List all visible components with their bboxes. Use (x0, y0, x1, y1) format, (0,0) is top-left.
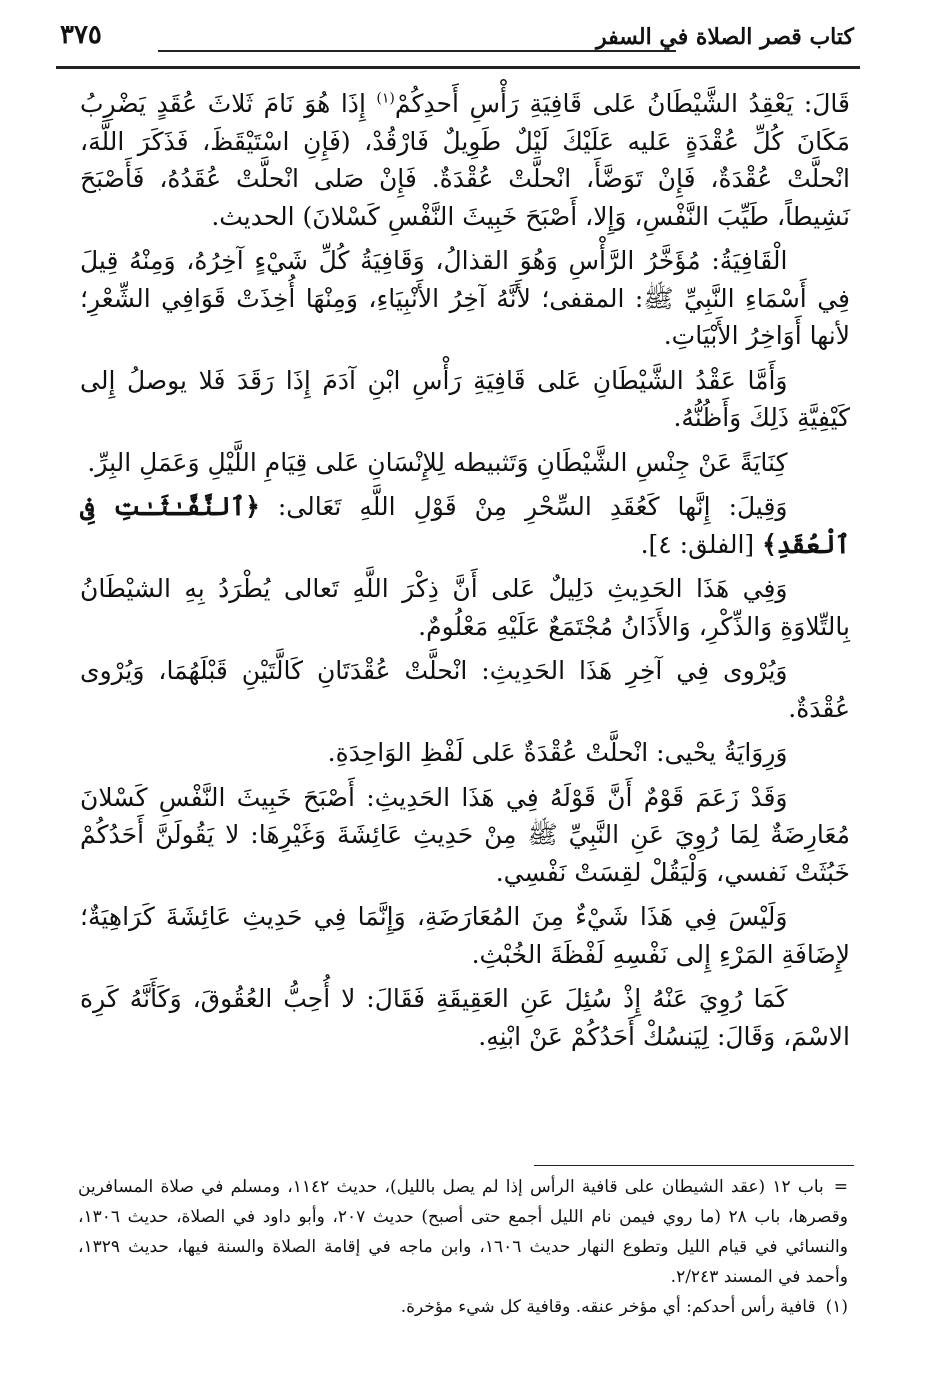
footnote-text: باب ١٢ (عقد الشيطان على قافية الرأس إذا لم يصل بالليل)، حديث ١١٤٢، ومسلم في صلاة المسافرين وقصرها، باب ٢٨ (ما روي فيمن نام الليل أجمع حتى أصبح) حديث ٢٠٧، وأبو داود في الصلاة، حديث ١٣٠٦، والنسائي في قيام الليل وتطوع النهار حديث ١٦٠٦، وابن ماجه في إقامة الصلاة والسنة فيها، حديث ١٣٢٩، وأحمد في المسند ٢/٢٤٣. (78, 1177, 848, 1287)
paragraph-qafiya-definition: الْقَافِيَةُ: مُؤَخَّرُ الرَّأْسِ وَهُوَ القذالُ، وَقَافِيَةُ كُلِّ شَيْءٍ آخِرُهُ، وَمِنْهُ قِيلَ فِي أَسْمَاءِ النَّبِيِّ ﷺ: المقفى؛ لأَنَّهُ آخِرُ الأَنْبِيَاءِ، وَمِنْهَا أُخِذَتْ قَوَافِي الشِّعْرِ؛ لأنها أَوَاخِرُ الأَبْيَاتِ. (80, 246, 850, 350)
page-number: ٣٧٥ (60, 20, 102, 50)
footnote-continued (78, 1172, 848, 1292)
paragraph-text: إِذَا هُوَ نَامَ ثَلاثَ عُقَدٍ يَضْرِبُ مَكَانَ كُلِّ عُقْدَةٍ عَليه عَلَيْكَ لَيْلٌ طَوِيلٌ فَارْقُدْ، (فَإِنِ اسْتَيْقَظَ، فَذَكَرَ اللَّهَ، انْحلَّتْ عُقْدَةٌ، فَإِنْ تَوَضَّأَ، انْحلَّتْ عُقْدَةٌ. فَإِنْ صَلى انْحلَّتْ عُقَدُهُ، فَأَصْبَحَ نَشِيطاً، طَيِّبَ النَّفْسِ، وَإِلا، أَصْبَحَ خَبِيثَ النَّفْسِ كَسْلانَ) الحديث. (80, 89, 850, 231)
footnote-marker: (١) (825, 1297, 848, 1317)
header-title-rule (158, 50, 676, 52)
footnote-1 (78, 1292, 848, 1322)
footnote-divider (534, 1165, 854, 1166)
main-text (80, 85, 850, 1062)
paragraph-quran-citation (80, 488, 850, 563)
footnote-ref-1: (١) (376, 90, 395, 107)
paragraph-dhikr: وَفِي هَذَا الحَدِيثِ دَلِيلٌ عَلى أَنَّ ذِكْرَ اللَّهِ تَعالى يُطْرَدُ بِهِ الشيْطَانُ بِالتِّلاوَةِ وَالذِّكْرِ، وَالأَذَانُ مُجْتَمَعٌ عَلَيْهِ مَعْلُومٌ. (80, 574, 850, 641)
paragraph-text: [الفلق: ٤]. (640, 529, 763, 559)
footnote-marker: = (833, 1177, 849, 1197)
paragraph-hadith (80, 85, 850, 235)
chapter-title: كتاب قصر الصلاة في السفر (595, 24, 854, 50)
footnotes (78, 1172, 848, 1322)
paragraph-text: وَقِيلَ: إِنَّها كَعُقَدِ السِّحْرِ مِنْ قَوْلِ اللَّهِ تَعَالى: (259, 492, 788, 521)
paragraph-yahya-narration: وَرِوَايَةُ يحْيى: انْحلَّتْ عُقْدَةٌ عَلى لَفْظِ الوَاحِدَةِ. (327, 738, 788, 767)
paragraph-reply: وَلَيْسَ فِي هَذَا شَيْءٌ مِنَ المُعَارَضَةِ، وَإِنَّمَا فِي حَدِيثِ عَائِشَةَ كَرَاهِيَةٌ؛ لإِضَافَةِ المَرْءِ إِلى نَفْسِهِ لَفْظَةَ الخُبْثِ. (80, 902, 850, 969)
paragraph-knot-explanation: وَأَمَّا عَقْدُ الشَّيْطَانِ عَلى قَافِيَةِ رَأْسِ ابْنِ آدَمَ إِذَا رَقَدَ فَلا يوصلُ إِلى كَيْفِيَّةِ ذَلِكَ وَأَظُنُّهُ. (80, 365, 850, 432)
paragraph-metaphor: كِنَايَةً عَنْ جِنْسِ الشَّيْطَانِ وَتَثبيطه لِلإِنْسَانِ عَلى قِيَامِ اللَّيْلِ وَعَمَلِ البِرِّ. (87, 447, 788, 477)
quran-verse: ﴿ٱلنَّفَّـٰثَـٰتِ فِى ٱلْعُقَدِ﴾ (80, 492, 850, 559)
paragraph-aqiqa: كَمَا رُوِيَ عَنْهُ إِذْ سُئِلَ عَنِ العَقِيقَةِ فَقَالَ: لا أُحِبُّ العُقُوقَ، وَكَأَنَّهُ كَرِهَ الاسْمَ، وَقَالَ: لِيَنسُكْ أَحَدُكُمْ عَنْ ابْنِهِ. (80, 984, 850, 1051)
paragraph-narration-variant: وَيُرْوى فِي آخِرِ هَذَا الحَدِيثِ: انْحلَّتْ عُقْدَتَانِ كَالَّتَيْنِ قَبْلَهُمَا، وَيُرْوى عُقْدَةٌ. (80, 656, 850, 723)
footnote-text: قافية رأس أحدكم: أي مؤخر عنقه. وقافية كل شيء مؤخرة. (400, 1297, 816, 1317)
page-header (60, 12, 854, 66)
header-divider (56, 66, 860, 69)
paragraph-objection: وَقَدْ زَعَمَ قَوْمٌ أَنَّ قَوْلَهُ فِي هَذَا الحَدِيثِ: أَصْبَحَ خَبِيثَ النَّفْسِ كَسْلانَ مُعَارِضَةٌ لِمَا رُوِيَ عَنِ النَّبِيِّ ﷺ مِنْ حَدِيثِ عَائِشَةَ وَغَيْرِهَا: لا يَقُولَنَّ أَحَدُكُمْ خَبُثَتْ نَفسي، وَلْيَقُلْ لقِسَتْ نَفْسِي. (80, 782, 850, 887)
paragraph-text: قَالَ: يَعْقِدُ الشَّيْطَانُ عَلى قَافِيَةِ رَأْسِ أَحدِكُمْ (394, 89, 850, 118)
